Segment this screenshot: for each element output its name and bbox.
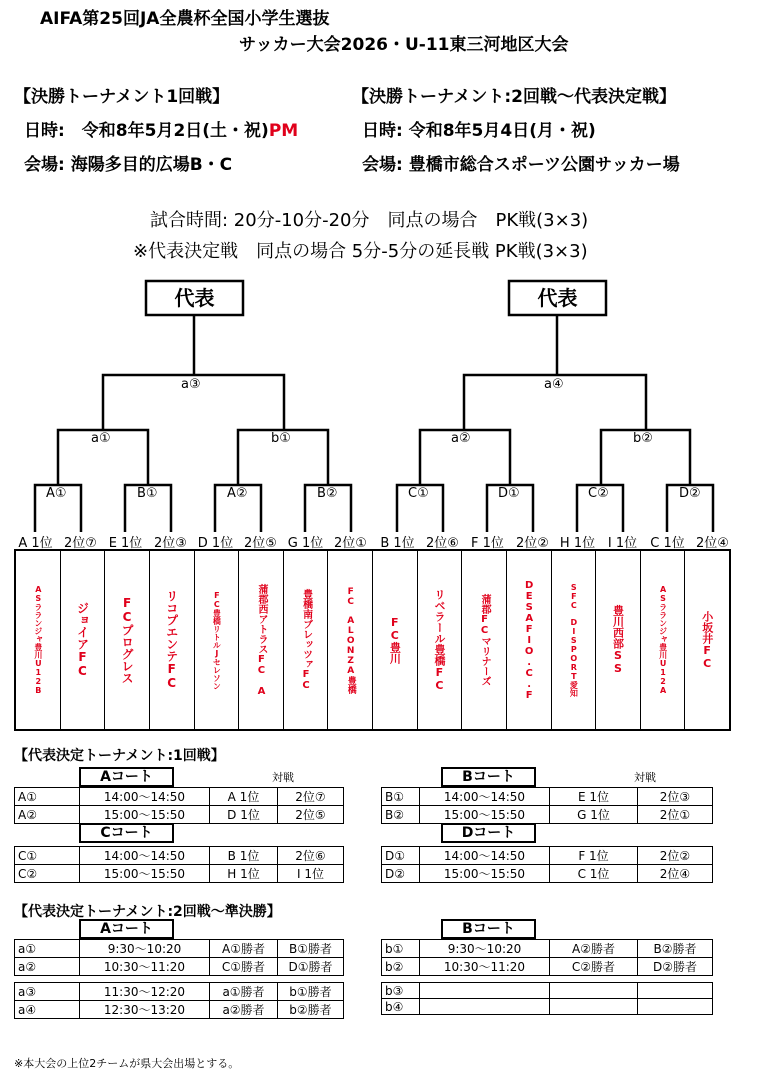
team-cell (685, 551, 729, 729)
team-1: F 1位 (550, 847, 638, 865)
table-row (15, 806, 344, 824)
table-row (15, 958, 344, 976)
match-time: 10:30～11:20 (80, 958, 210, 976)
match-id: a① (15, 940, 80, 958)
court-b2-label: Bコート (441, 919, 536, 939)
slot-label: B 1位 (380, 536, 415, 551)
table-row (15, 983, 344, 1001)
rule-line2: ※代表決定戦 同点の場合 5分-5分の延長戦 PK戦(3×3) (133, 241, 588, 262)
match-a3: a③ (181, 377, 201, 392)
match-id: A② (15, 806, 80, 824)
footnote: ※本大会の上位2チームが県大会出場とする。 (14, 1057, 240, 1070)
team-2 (638, 983, 713, 999)
team-2: b②勝者 (278, 1001, 344, 1019)
slot-label: H 1位 (559, 536, 596, 551)
left-heading: 【決勝トーナメント1回戦】 (14, 87, 230, 107)
match-id: B① (382, 788, 420, 806)
match-id: a④ (15, 1001, 80, 1019)
team-name: 豊橋南ブレッツァFC (300, 589, 312, 691)
match-b1: b① (271, 431, 291, 446)
table-row (15, 940, 344, 958)
match-id: B② (382, 806, 420, 824)
team-name: ASラランジャ豊川U12B (33, 585, 43, 695)
team-name: 蒲郡FCマリナーズ (479, 594, 491, 686)
left-venue: 会場: 海陽多目的広場B・C (24, 155, 233, 175)
team-cell (462, 551, 507, 729)
match-B2: B② (317, 486, 338, 501)
match-id: D② (382, 865, 420, 883)
table-row (15, 865, 344, 883)
slot-label: 2位⑦ (64, 536, 97, 551)
match-a4: a④ (544, 377, 564, 392)
team-name: 豊川西部SS (611, 605, 625, 675)
slot-label: I 1位 (607, 536, 638, 551)
section1-heading: 【代表決定トーナメント:1回戦】 (14, 748, 225, 764)
slot-label: F 1位 (471, 536, 504, 551)
right-venue: 会場: 豊橋市総合スポーツ公園サッカー場 (362, 155, 680, 175)
team-2: B①勝者 (278, 940, 344, 958)
winner-box-right: 代表 (537, 286, 578, 310)
match-id: A① (15, 788, 80, 806)
taisen-label-right: 対戦 (634, 771, 656, 784)
match-D2: D② (679, 486, 701, 501)
match-id: C① (15, 847, 80, 865)
team-name: FC豊川 (388, 616, 402, 664)
team-name: FC豊橋リトルJセレソン (212, 590, 222, 690)
team-cell (596, 551, 641, 729)
team-cell (418, 551, 463, 729)
team-1: A②勝者 (550, 940, 638, 958)
team-1: a①勝者 (210, 983, 278, 1001)
match-time: 11:30～12:20 (80, 983, 210, 1001)
match-time: 12:30～13:20 (80, 1001, 210, 1019)
team-2: D①勝者 (278, 958, 344, 976)
team-2 (638, 999, 713, 1015)
slot-label: 2位① (334, 536, 367, 551)
match-time (420, 983, 550, 999)
court-d-label: Dコート (441, 823, 536, 843)
taisen-label-left: 対戦 (272, 771, 294, 784)
team-2: b①勝者 (278, 983, 344, 1001)
match-B1: B① (137, 486, 158, 501)
team-1: B 1位 (210, 847, 278, 865)
team-name: ジョイアFC (75, 602, 90, 678)
left-date-pm: PM (268, 121, 299, 141)
match-id: a② (15, 958, 80, 976)
winner-box-left: 代表 (174, 286, 215, 310)
team-name: リベラール豊橋FC (432, 588, 446, 692)
team-1 (550, 983, 638, 999)
slot-label: D 1位 (197, 536, 234, 551)
court-a2-label: Aコート (79, 919, 174, 939)
team-name: 蒲郡西アトラスFC A (255, 583, 267, 697)
team-2: 2位② (638, 847, 713, 865)
match-time: 10:30～11:20 (420, 958, 550, 976)
team-1: A①勝者 (210, 940, 278, 958)
team-cell (195, 551, 240, 729)
slot-label: G 1位 (287, 536, 324, 551)
match-id: D① (382, 847, 420, 865)
schedule-table-b2 (381, 939, 713, 976)
match-id: a③ (15, 983, 80, 1001)
team-cell (284, 551, 329, 729)
match-time: 14:00～14:50 (80, 847, 210, 865)
schedule-table-a2 (14, 939, 344, 976)
table-row (382, 958, 713, 976)
team-1: C 1位 (550, 865, 638, 883)
team-2: D②勝者 (638, 958, 713, 976)
team-2: B②勝者 (638, 940, 713, 958)
team-name: DESAFIO.C.F (523, 579, 535, 701)
match-time: 15:00～15:50 (420, 806, 550, 824)
match-time: 9:30～10:20 (420, 940, 550, 958)
match-id: b② (382, 958, 420, 976)
court-b-label: Bコート (441, 767, 536, 787)
table-row (382, 847, 713, 865)
court-c-label: Cコート (79, 823, 174, 843)
team-2: 2位⑦ (278, 788, 344, 806)
team-1: D 1位 (210, 806, 278, 824)
team-name: リコプエンテFC (164, 590, 179, 690)
team-cell (16, 551, 61, 729)
match-id: b③ (382, 983, 420, 999)
team-2: 2位① (638, 806, 713, 824)
schedule-table-a3 (14, 982, 344, 1019)
team-name: SFC DISPORT愛知 (569, 583, 579, 697)
team-cell (105, 551, 150, 729)
team-1: C①勝者 (210, 958, 278, 976)
team-1: G 1位 (550, 806, 638, 824)
right-heading: 【決勝トーナメント:2回戦～代表決定戦】 (352, 87, 676, 107)
table-row (382, 983, 713, 999)
section2-heading: 【代表決定トーナメント:2回戦～準決勝】 (14, 904, 281, 920)
slot-label: A 1位 (18, 536, 53, 551)
table-row (382, 788, 713, 806)
slot-label: E 1位 (108, 536, 143, 551)
team-1: H 1位 (210, 865, 278, 883)
match-A1: A① (46, 486, 67, 501)
match-id: b① (382, 940, 420, 958)
match-id: b④ (382, 999, 420, 1015)
team-name: ASラランジャ豊川U12A (658, 585, 668, 695)
match-id: C② (15, 865, 80, 883)
match-time: 14:00～14:50 (80, 788, 210, 806)
table-row (382, 940, 713, 958)
team-name: 小坂井FC (700, 610, 714, 670)
slot-label: 2位③ (154, 536, 187, 551)
schedule-table-b (381, 787, 713, 824)
table-row (15, 1001, 344, 1019)
team-name: FC ALONZA豊橋 (345, 586, 356, 694)
table-row (382, 865, 713, 883)
title-line1: AIFA第25回JA全農杯全国小学生選抜 (40, 9, 330, 29)
match-time: 15:00～15:50 (80, 806, 210, 824)
team-cell (641, 551, 686, 729)
table-row (15, 788, 344, 806)
court-a-label: Aコート (79, 767, 174, 787)
match-time: 14:00～14:50 (420, 847, 550, 865)
left-date-text: 日時: 令和8年5月2日(土・祝) (24, 121, 269, 141)
team-2: 2位④ (638, 865, 713, 883)
match-a1: a① (91, 431, 111, 446)
slot-label: 2位⑥ (426, 536, 459, 551)
team-cell (373, 551, 418, 729)
match-time (420, 999, 550, 1015)
schedule-table-b3 (381, 982, 713, 1015)
slot-label: C 1位 (650, 536, 685, 551)
team-2: 2位⑥ (278, 847, 344, 865)
table-row (382, 999, 713, 1015)
right-date: 日時: 令和8年5月4日(月・祝) (362, 121, 596, 141)
team-2: 2位⑤ (278, 806, 344, 824)
team-1: a②勝者 (210, 1001, 278, 1019)
schedule-table-d (381, 846, 713, 883)
slot-label: 2位② (516, 536, 549, 551)
team-1: E 1位 (550, 788, 638, 806)
team-grid (14, 549, 731, 731)
table-row (15, 847, 344, 865)
team-1: A 1位 (210, 788, 278, 806)
match-C1: C① (408, 486, 429, 501)
title-line2: サッカー大会2026・U-11東三河地区大会 (239, 35, 569, 55)
match-a2: a② (451, 431, 471, 446)
team-name: FCプログレス (120, 596, 135, 684)
slot-label: 2位⑤ (244, 536, 277, 551)
table-row (382, 806, 713, 824)
match-time: 14:00～14:50 (420, 788, 550, 806)
match-time: 15:00～15:50 (80, 865, 210, 883)
rule-line1: 試合時間: 20分-10分-20分 同点の場合 PK戦(3×3) (150, 210, 589, 231)
match-D1: D① (498, 486, 520, 501)
team-cell (150, 551, 195, 729)
team-cell (507, 551, 552, 729)
match-A2: A② (227, 486, 248, 501)
match-b2: b② (633, 431, 653, 446)
team-cell (61, 551, 106, 729)
team-cell (239, 551, 284, 729)
schedule-table-a (14, 787, 344, 824)
team-2: 2位③ (638, 788, 713, 806)
match-C2: C② (588, 486, 609, 501)
match-time: 15:00～15:50 (420, 865, 550, 883)
team-cell (552, 551, 597, 729)
slot-label: 2位④ (696, 536, 729, 551)
team-2: I 1位 (278, 865, 344, 883)
schedule-table-c (14, 846, 344, 883)
team-cell (328, 551, 373, 729)
team-1: C②勝者 (550, 958, 638, 976)
team-1 (550, 999, 638, 1015)
match-time: 9:30～10:20 (80, 940, 210, 958)
